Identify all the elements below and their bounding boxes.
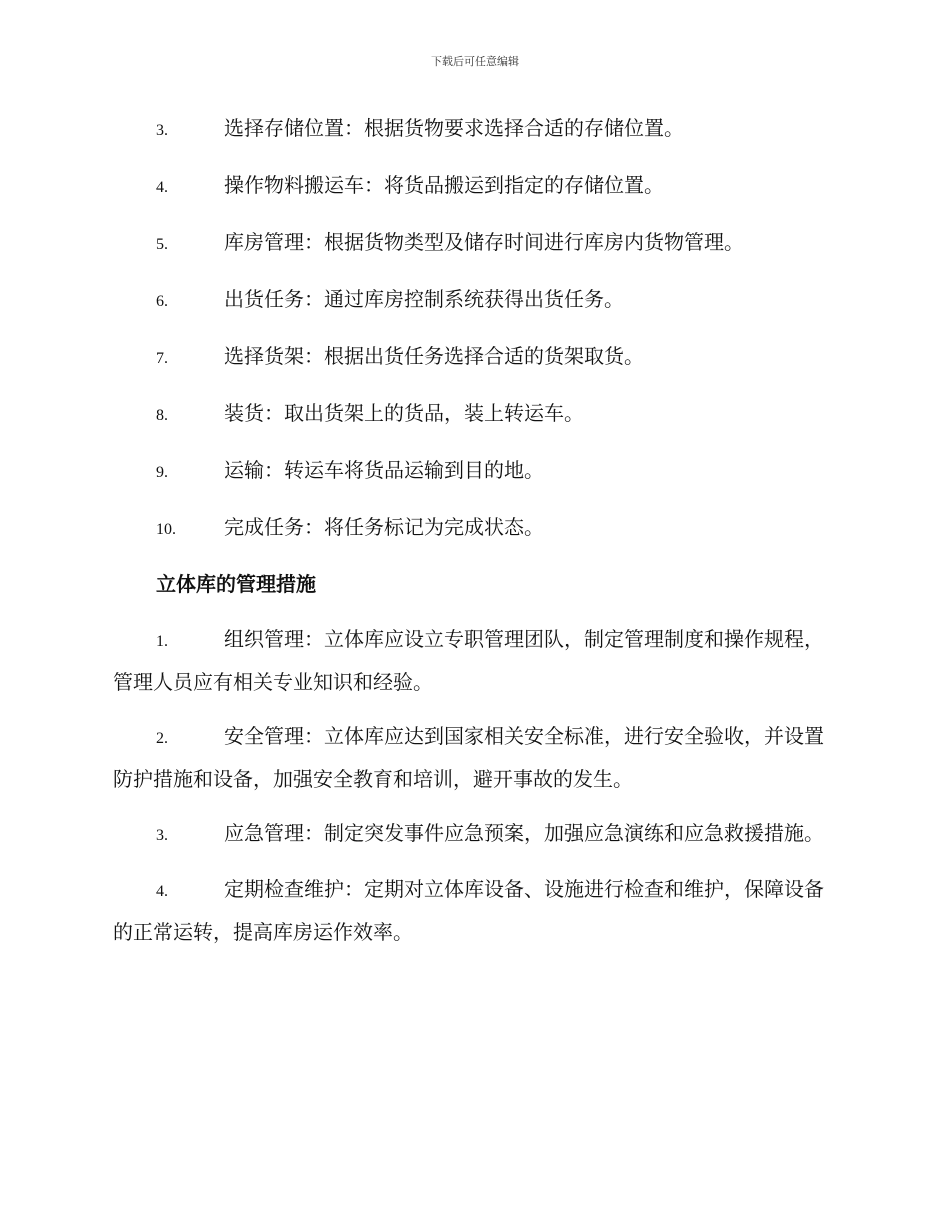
item-text: 装货：取出货架上的货品，装上转运车。 [224, 401, 584, 425]
management-measures-list [113, 619, 835, 953]
item-text: 选择存储位置：根据货物要求选择合适的存储位置。 [224, 116, 684, 140]
item-text: 库房管理：根据货物类型及储存时间进行库房内货物管理。 [224, 230, 744, 254]
item-number: 6. [156, 293, 168, 310]
item-text: 运输：转运车将货品运输到目的地。 [224, 458, 544, 482]
item-text: 定期检查维护：定期对立体库设备、设施进行检查和维护，保障设备的正常运转，提高库房运作效率。 [113, 877, 824, 944]
item-number: 9. [156, 464, 168, 481]
item-text: 操作物料搬运车：将货品搬运到指定的存储位置。 [224, 173, 664, 197]
list-item [113, 336, 835, 379]
item-text: 完成任务：将任务标记为完成状态。 [224, 515, 544, 539]
section-heading: 立体库的管理措施 [156, 572, 316, 596]
item-number: 3. [156, 122, 168, 139]
item-number: 7. [156, 350, 168, 367]
item-number: 2. [156, 730, 168, 747]
list-item [113, 450, 835, 493]
item-number: 8. [156, 407, 168, 424]
item-number: 4. [156, 883, 168, 900]
item-number: 5. [156, 236, 168, 253]
list-item [113, 108, 835, 151]
item-text: 出货任务：通过库房控制系统获得出货任务。 [224, 287, 624, 311]
list-item [113, 222, 835, 265]
item-number: 3. [156, 827, 168, 844]
list-item [113, 279, 835, 322]
list-item [113, 507, 835, 550]
item-text: 应急管理：制定突发事件应急预案，加强应急演练和应急救援措施。 [224, 821, 824, 845]
list-item [113, 165, 835, 208]
item-number: 1. [156, 633, 168, 650]
item-text: 安全管理：立体库应达到国家相关安全标准，进行安全验收，并设置防护措施和设备，加强安全教育和培训，避开事故的发生。 [113, 724, 824, 791]
list-item [113, 813, 835, 856]
process-steps-list [113, 108, 835, 550]
list-item [113, 619, 835, 703]
document-body [113, 108, 835, 966]
item-text: 组织管理：立体库应设立专职管理团队，制定管理制度和操作规程，管理人员应有相关专业知识和经验。 [113, 627, 824, 694]
list-item [113, 716, 835, 800]
page-header: 下载后可任意编辑 [431, 55, 519, 68]
item-text: 选择货架：根据出货任务选择合适的货架取货。 [224, 344, 644, 368]
item-number: 10. [156, 521, 176, 538]
list-item [113, 869, 835, 953]
list-item [113, 393, 835, 436]
item-number: 4. [156, 179, 168, 196]
